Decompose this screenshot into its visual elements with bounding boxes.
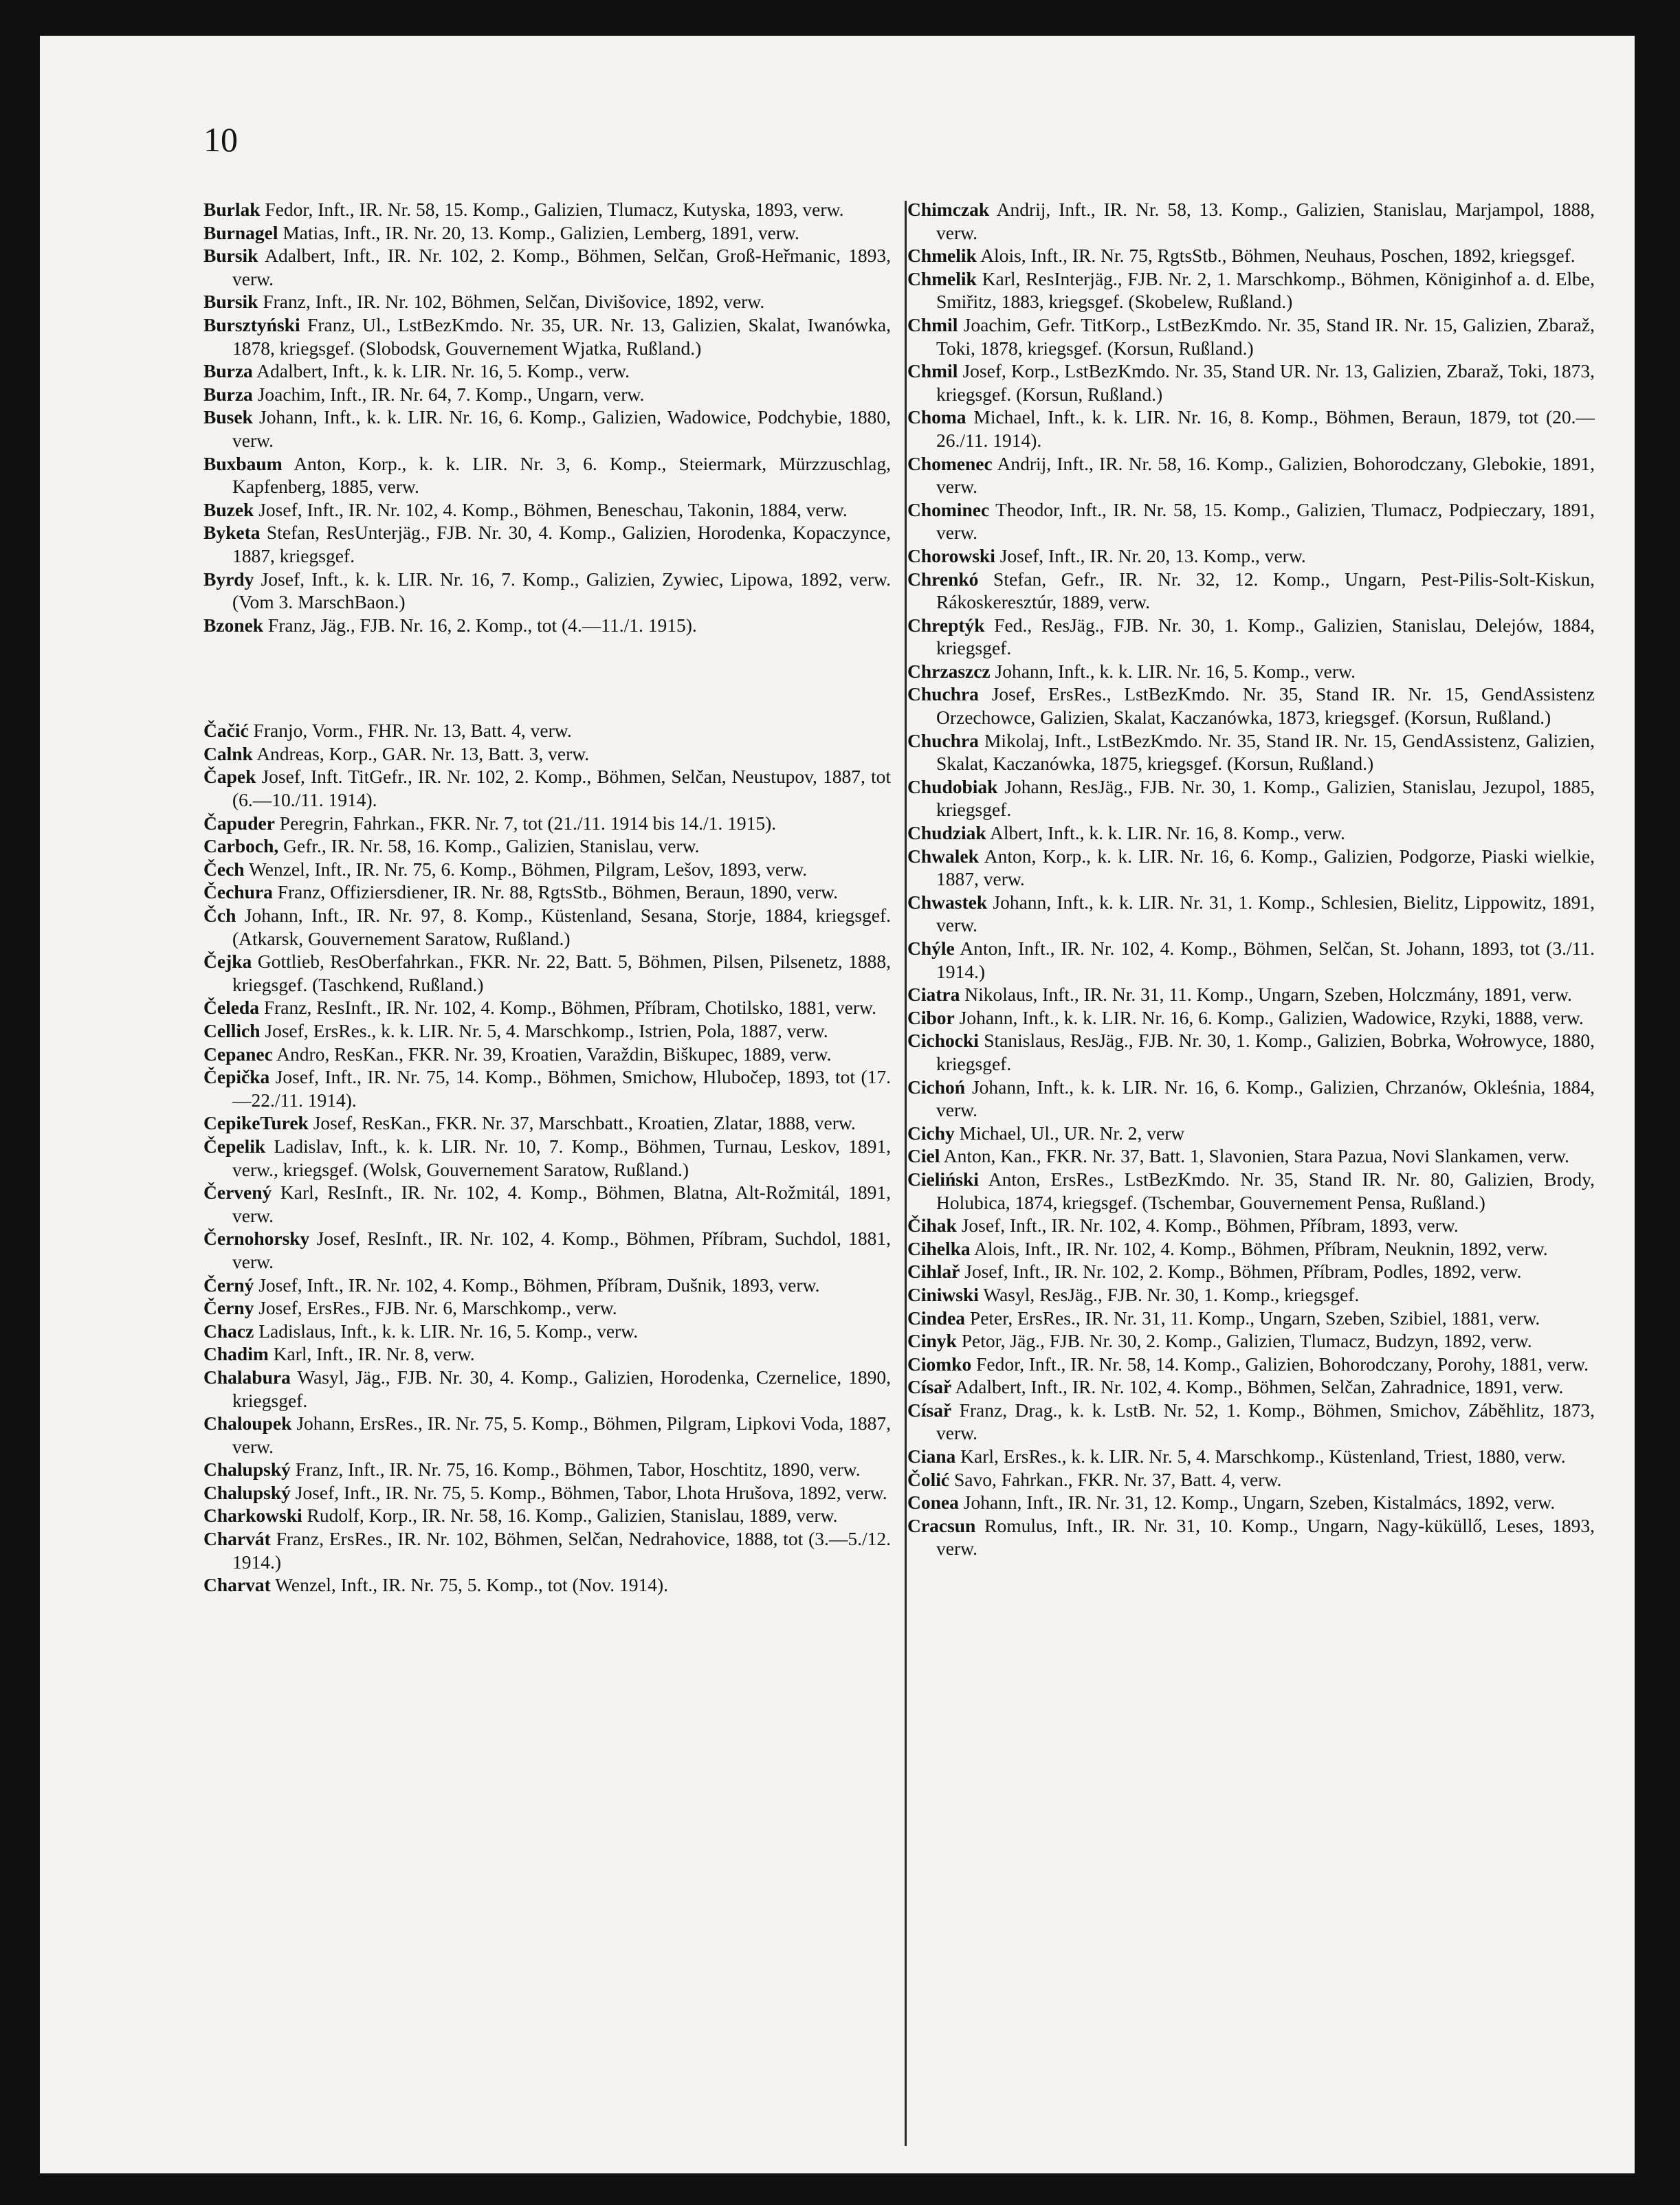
entry-details: Josef, ErsRes., FJB. Nr. 6, Marschkomp., verw. <box>254 1297 617 1319</box>
entry-surname: Calnk <box>203 742 253 764</box>
register-entry <box>907 1029 1595 1075</box>
register-entry <box>203 1065 891 1111</box>
register-entry <box>907 198 1595 244</box>
register-entry <box>203 1181 891 1227</box>
entry-surname: Charvat <box>203 1574 271 1596</box>
entry-details: Karl, ResInft., IR. Nr. 102, 4. Komp., Böhmen, Blatna, Alt-Rožmitál, 1891, verw. <box>232 1182 891 1226</box>
register-entry <box>203 521 891 567</box>
entry-surname: Chaloupek <box>203 1412 292 1434</box>
entry-details: Wasyl, Jäg., FJB. Nr. 30, 4. Komp., Galizien, Horodenka, Czernelice, 1890, kriegsgef. <box>232 1366 891 1411</box>
register-entry <box>203 1527 891 1573</box>
register-entry <box>203 1227 891 1273</box>
register-entry <box>907 1214 1595 1237</box>
page-number: 10 <box>203 120 238 159</box>
register-entry <box>203 950 891 996</box>
entry-details: Josef, Inft., IR. Nr. 102, 2. Komp., Böhmen, Příbram, Podles, 1892, verw. <box>960 1261 1522 1283</box>
entry-surname: Černohorsky <box>203 1228 310 1250</box>
register-entry <box>203 719 891 742</box>
register-entry <box>907 406 1595 452</box>
page-scan <box>40 36 1635 2173</box>
entry-details: Johann, ErsRes., IR. Nr. 75, 5. Komp., Böhmen, Pilgram, Lipkovi Voda, 1887, verw. <box>232 1412 891 1457</box>
entry-details: Andrij, Inft., IR. Nr. 58, 16. Komp., Galizien, Bohorodczany, Glebokie, 1891, verw. <box>936 452 1595 498</box>
entry-details: Johann, Inft., k. k. LIR. Nr. 16, 6. Komp., Galizien, Wadowice, Podchybie, 1880, verw. <box>232 406 891 451</box>
register-entry <box>907 1307 1595 1330</box>
entry-surname: Cepanec <box>203 1043 273 1065</box>
entry-details: Alois, Inft., IR. Nr. 75, RgtsStb., Böhmen, Neuhaus, Poschen, 1892, kriegsgef. <box>976 245 1576 267</box>
register-entry <box>203 858 891 881</box>
entry-details: Adalbert, Inft., IR. Nr. 102, 2. Komp., Böhmen, Selčan, Groß-Heřmanic, 1893, verw. <box>232 245 891 289</box>
entry-surname: Čepička <box>203 1066 270 1088</box>
entry-surname: Cihlař <box>907 1261 960 1283</box>
entry-surname: Chmelik <box>907 267 977 289</box>
entry-surname: Chwastek <box>907 891 988 913</box>
register-entry <box>907 359 1595 406</box>
register-entry <box>203 834 891 858</box>
register-entry <box>203 1481 891 1505</box>
entry-surname: Carboch, <box>203 835 279 857</box>
register-entry <box>203 1111 891 1135</box>
entry-surname: Bursik <box>203 245 258 267</box>
entry-surname: Conea <box>907 1492 959 1514</box>
entry-surname: Chadim <box>203 1343 269 1365</box>
entry-surname: Busek <box>203 406 253 428</box>
entry-surname: Chudziak <box>907 822 986 844</box>
register-entry <box>203 1573 891 1597</box>
entry-surname: Burlak <box>203 199 261 220</box>
entry-surname: Byketa <box>203 522 261 544</box>
entry-details: Franjo, Vorm., FHR. Nr. 13, Batt. 4, verw. <box>248 720 572 742</box>
entry-surname: Chuchra <box>907 729 979 751</box>
entry-surname: Chalabura <box>203 1366 291 1388</box>
register-entry <box>203 812 891 835</box>
register-entry <box>203 452 891 498</box>
register-entry <box>203 1019 891 1043</box>
entry-details: Peregrin, Fahrkan., FKR. Nr. 7, tot (21./11. 1914 bis 14./1. 1915). <box>274 812 777 834</box>
entry-surname: Chrzaszcz <box>907 660 991 682</box>
entry-surname: Chmil <box>907 313 958 335</box>
entry-details: Alois, Inft., IR. Nr. 102, 4. Komp., Böhmen, Příbram, Neuknin, 1892, verw. <box>970 1237 1548 1259</box>
entry-details: Anton, ErsRes., LstBezKmdo. Nr. 35, Stand IR. Nr. 80, Galizien, Brody, Holubica, 1874, kriegsgef. (Tschembar, Gouvernement Pensa, Rußland.) <box>936 1168 1595 1213</box>
register-entry <box>203 1320 891 1343</box>
entry-details: Johann, Inft., IR. Nr. 97, 8. Komp., Küstenland, Sesana, Storje, 1884, kriegsgef. (Atkarsk, Gouvernement Saratow, Rußland.) <box>232 905 891 949</box>
register-entry <box>907 683 1595 729</box>
entry-details: Josef, ErsRes., k. k. LIR. Nr. 5, 4. Marschkomp., Istrien, Pola, 1887, verw. <box>260 1020 828 1041</box>
entry-details: Rudolf, Korp., IR. Nr. 58, 16. Komp., Galizien, Stanislau, 1889, verw. <box>302 1505 838 1527</box>
register-entry <box>203 383 891 406</box>
entry-details: Andreas, Korp., GAR. Nr. 13, Batt. 3, verw. <box>252 742 590 764</box>
register-entry <box>203 221 891 245</box>
entry-surname: Cieliński <box>907 1168 979 1190</box>
entry-details: Josef, Inft., IR. Nr. 75, 5. Komp., Böhmen, Tabor, Lhota Hrušova, 1892, verw. <box>290 1481 887 1503</box>
entry-surname: Ciomko <box>907 1353 972 1375</box>
register-entry <box>907 1353 1595 1376</box>
entry-surname: Čolić <box>907 1468 950 1490</box>
entry-details: Anton, Inft., IR. Nr. 102, 4. Komp., Böhmen, Selčan, St. Johann, 1893, tot (3./11. 1914.) <box>936 938 1595 982</box>
entry-surname: Burza <box>203 360 253 382</box>
entry-surname: Chmelik <box>907 245 977 267</box>
entry-surname: Chacz <box>203 1320 254 1342</box>
register-entry <box>203 904 891 950</box>
entry-surname: Ciel <box>907 1145 940 1167</box>
entry-surname: Chrenkó <box>907 568 979 590</box>
entry-surname: Chorowski <box>907 544 995 566</box>
register-entry <box>203 498 891 522</box>
entry-surname: Čech <box>203 858 245 880</box>
entry-details: Joachim, Gefr. TitKorp., LstBezKmdo. Nr. 35, Stand IR. Nr. 15, Galizien, Zbaraž, Toki, 1878, kriegsgef. (Korsun, Rußland.) <box>936 313 1595 359</box>
entry-details: Gefr., IR. Nr. 58, 16. Komp., Galizien, Stanislau, verw. <box>278 835 700 857</box>
register-entry <box>203 313 891 359</box>
entry-details: Josef, Inft., IR. Nr. 102, 4. Komp., Böhmen, Beneschau, Takonin, 1884, verw. <box>254 498 848 520</box>
section-gap <box>203 636 891 719</box>
entry-details: Franz, ResInft., IR. Nr. 102, 4. Komp., Böhmen, Příbram, Chotilsko, 1881, verw. <box>258 997 876 1019</box>
entry-details: Ladislaus, Inft., k. k. LIR. Nr. 16, 5. Komp., verw. <box>254 1320 639 1342</box>
entry-surname: Čejka <box>203 951 252 973</box>
entry-details: Joachim, Inft., IR. Nr. 64, 7. Komp., Ungarn, verw. <box>252 383 645 405</box>
entry-surname: Chudobiak <box>907 775 998 797</box>
entry-details: Wenzel, Inft., IR. Nr. 75, 6. Komp., Böhmen, Pilgram, Lešov, 1893, verw. <box>244 858 808 880</box>
register-entry <box>907 498 1595 544</box>
entry-details: Adalbert, Inft., k. k. LIR. Nr. 16, 5. Komp., verw. <box>252 360 630 382</box>
entry-surname: Cichocki <box>907 1030 979 1052</box>
entry-details: Wasyl, ResJäg., FJB. Nr. 30, 1. Komp., kriegsgef. <box>978 1283 1360 1305</box>
register-entry <box>907 1283 1595 1307</box>
entry-details: Johann, Inft., k. k. LIR. Nr. 16, 6. Komp., Galizien, Wadowice, Rzyki, 1888, verw. <box>954 1006 1584 1028</box>
entry-details: Anton, Korp., k. k. LIR. Nr. 3, 6. Komp., Steiermark, Mürzzuschlag, Kapfenberg, 1885, verw. <box>232 452 891 498</box>
register-entry <box>907 1445 1595 1468</box>
register-entry <box>907 1375 1595 1399</box>
entry-details: Anton, Kan., FKR. Nr. 37, Batt. 1, Slavonien, Stara Pazua, Novi Slankamen, verw. <box>940 1145 1569 1167</box>
register-entry <box>907 1237 1595 1261</box>
entry-details: Fedor, Inft., IR. Nr. 58, 14. Komp., Galizien, Bohorodczany, Porohy, 1881, verw. <box>971 1353 1589 1375</box>
entry-surname: Cichy <box>907 1122 955 1144</box>
register-entry <box>907 1006 1595 1030</box>
register-entry <box>203 244 891 290</box>
entry-details: Matias, Inft., IR. Nr. 20, 13. Komp., Galizien, Lemberg, 1891, verw. <box>278 221 799 243</box>
entry-details: Stefan, Gefr., IR. Nr. 32, 12. Komp., Ungarn, Pest-Pilis-Solt-Kiskun, Rákoskeresztúr, 1889, verw. <box>936 568 1595 613</box>
entry-details: Karl, Inft., IR. Nr. 8, verw. <box>268 1343 475 1365</box>
register-entry <box>203 1458 891 1481</box>
register-entry <box>907 544 1595 568</box>
register-entry <box>907 891 1595 937</box>
register-entry <box>203 198 891 221</box>
entry-surname: Chomenec <box>907 452 993 474</box>
entry-surname: Buxbaum <box>203 452 283 474</box>
entry-surname: CepikeTurek <box>203 1112 309 1134</box>
entry-details: Josef, Inft., IR. Nr. 20, 13. Komp., verw. <box>995 544 1306 566</box>
entry-surname: Bursztyński <box>203 313 300 335</box>
register-entry <box>907 1399 1595 1445</box>
register-entry <box>907 614 1595 660</box>
register-entry <box>907 568 1595 614</box>
entry-details: Josef, ResInft., IR. Nr. 102, 4. Komp., Böhmen, Příbram, Suchdol, 1881, verw. <box>232 1228 891 1272</box>
entry-details: Johann, Inft., k. k. LIR. Nr. 16, 5. Komp., verw. <box>990 660 1356 682</box>
entry-surname: Chimczak <box>907 199 990 220</box>
entry-details: Albert, Inft., k. k. LIR. Nr. 16, 8. Komp., verw. <box>986 822 1345 844</box>
register-entry <box>203 290 891 313</box>
register-entry <box>203 1296 891 1320</box>
entry-surname: Cihelka <box>907 1237 971 1259</box>
entry-surname: Byrdy <box>203 568 254 590</box>
register-entry <box>203 996 891 1019</box>
entry-surname: Cinyk <box>907 1330 957 1352</box>
register-entry <box>907 1468 1595 1492</box>
left-entries-c <box>203 719 891 1597</box>
register-entry <box>907 1260 1595 1283</box>
register-entry <box>203 1043 891 1066</box>
entry-details: Savo, Fahrkan., FKR. Nr. 37, Batt. 4, verw. <box>949 1468 1282 1490</box>
register-entry <box>203 1274 891 1297</box>
entry-details: Karl, ResInterjäg., FJB. Nr. 2, 1. Marschkomp., Böhmen, Königinhof a. d. Elbe, Smiřitz, 1883, kriegsgef. (Skobelew, Rußland.) <box>936 267 1595 313</box>
register-entry <box>907 244 1595 267</box>
entry-surname: Chmil <box>907 360 958 382</box>
entry-surname: Čechura <box>203 881 273 903</box>
register-entry <box>907 1329 1595 1353</box>
entry-details: Johann, ResJäg., FJB. Nr. 30, 1. Komp., Galizien, Stanislau, Jezupol, 1885, kriegsgef. <box>936 775 1595 821</box>
register-entry <box>907 937 1595 983</box>
entry-surname: Čačić <box>203 720 249 742</box>
entry-surname: Charkowski <box>203 1505 302 1527</box>
entry-surname: Chreptýk <box>907 614 985 636</box>
entry-details: Andro, ResKan., FKR. Nr. 39, Kroatien, Varaždin, Biškupec, 1889, verw. <box>272 1043 832 1065</box>
entry-details: Nikolaus, Inft., IR. Nr. 31, 11. Komp., Ungarn, Szeben, Holczmány, 1891, verw. <box>960 984 1572 1006</box>
entry-details: Josef, Inft. TitGefr., IR. Nr. 102, 2. Komp., Böhmen, Selčan, Neustupov, 1887, tot (6.—10./11. 1914). <box>232 766 891 811</box>
entry-details: Mikolaj, Inft., LstBezKmdo. Nr. 35, Stand IR. Nr. 15, GendAssistenz, Galizien, Skalat, Kaczanówka, 1875, kriegsgef. (Korsun, Rußland.) <box>936 729 1595 775</box>
entry-surname: Buzek <box>203 498 254 520</box>
entry-details: Petor, Jäg., FJB. Nr. 30, 2. Komp., Galizien, Tlumacz, Budzyn, 1892, verw. <box>956 1330 1532 1352</box>
entry-details: Andrij, Inft., IR. Nr. 58, 13. Komp., Galizien, Stanislau, Marjampol, 1888, verw. <box>936 199 1595 243</box>
entry-surname: Chalupský <box>203 1481 291 1503</box>
entry-surname: Burza <box>203 383 253 405</box>
entry-surname: Chýle <box>907 938 955 959</box>
entry-surname: Charvát <box>203 1528 271 1550</box>
entry-details: Josef, ErsRes., LstBezKmdo. Nr. 35, Stand IR. Nr. 15, GendAssistenz Orzechowce, Galizien, Skalat, Kaczanówka, 1873, kriegsgef. (Korsun, Rußland.) <box>936 683 1595 729</box>
entry-surname: Ciatra <box>907 984 960 1006</box>
entry-details: Josef, Korp., LstBezKmdo. Nr. 35, Stand UR. Nr. 13, Galizien, Zbaraž, Toki, 1873, kriegsgef. (Korsun, Rußland.) <box>936 360 1595 405</box>
register-entry <box>203 614 891 637</box>
register-entry <box>907 1514 1595 1560</box>
register-entry <box>203 568 891 614</box>
register-entry <box>907 729 1595 775</box>
entry-details: Ladislav, Inft., k. k. LIR. Nr. 10, 7. Komp., Böhmen, Turnau, Leskov, 1891, verw., kriegsgef. (Wolsk, Gouvernement Saratow, Rußland.) <box>232 1135 891 1180</box>
register-entry <box>203 765 891 811</box>
register-entry <box>203 359 891 383</box>
register-entry <box>907 983 1595 1006</box>
entry-surname: Čepelik <box>203 1135 266 1157</box>
entry-surname: Burnagel <box>203 221 278 243</box>
entry-details: Karl, ErsRes., k. k. LIR. Nr. 5, 4. Marschkomp., Küstenland, Triest, 1880, verw. <box>955 1445 1566 1467</box>
entry-surname: Cracsun <box>907 1514 976 1536</box>
register-entry <box>203 1342 891 1366</box>
entry-details: Peter, ErsRes., IR. Nr. 31, 11. Komp., Ungarn, Szeben, Szibiel, 1881, verw. <box>965 1307 1540 1329</box>
entry-details: Josef, Inft., IR. Nr. 102, 4. Komp., Böhmen, Příbram, 1893, verw. <box>956 1215 1459 1237</box>
register-entry <box>907 1168 1595 1214</box>
entry-details: Gottlieb, ResOberfahrkan., FKR. Nr. 22, Batt. 5, Böhmen, Pilsen, Pilsenetz, 1888, kriegsgef. (Taschkend, Rußland.) <box>232 951 891 995</box>
register-entry <box>907 821 1595 845</box>
entry-details: Franz, ErsRes., IR. Nr. 102, Böhmen, Selčan, Nedrahovice, 1888, tot (3.—5./12. 1914.) <box>232 1528 891 1573</box>
entry-surname: Cibor <box>907 1006 955 1028</box>
register-entry <box>907 452 1595 498</box>
entry-surname: Ciniwski <box>907 1283 979 1305</box>
entry-surname: Čapuder <box>203 812 275 834</box>
entry-surname: Čihak <box>907 1215 957 1237</box>
register-entry <box>907 775 1595 821</box>
entry-surname: Černý <box>203 1274 254 1296</box>
entry-details: Josef, Inft., k. k. LIR. Nr. 16, 7. Komp., Galizien, Zywiec, Lipowa, 1892, verw. (Vom 3. MarschBaon.) <box>232 568 891 613</box>
entry-details: Franz, Drag., k. k. LstB. Nr. 52, 1. Komp., Böhmen, Smichov, Záběhlitz, 1873, verw. <box>936 1399 1595 1444</box>
entry-details: Johann, Inft., k. k. LIR. Nr. 31, 1. Komp., Schlesien, Bielitz, Lippowitz, 1891, verw. <box>936 891 1595 936</box>
entry-details: Johann, Inft., k. k. LIR. Nr. 16, 6. Komp., Galizien, Chrzanów, Okleśnia, 1884, verw. <box>936 1076 1595 1121</box>
right-entries <box>907 198 1595 1560</box>
entry-details: Stanislaus, ResJäg., FJB. Nr. 30, 1. Komp., Galizien, Bobrka, Wołrowyce, 1880, kriegsgef. <box>936 1030 1595 1074</box>
entry-surname: Čeleda <box>203 997 259 1019</box>
entry-details: Anton, Korp., k. k. LIR. Nr. 16, 6. Komp., Galizien, Podgorze, Piaski wielkie, 1887, verw. <box>936 845 1595 890</box>
entry-details: Theodor, Inft., IR. Nr. 58, 15. Komp., Galizien, Tlumacz, Podpieczary, 1891, verw. <box>936 498 1595 544</box>
entry-details: Michael, Inft., k. k. LIR. Nr. 16, 8. Komp., Böhmen, Beraun, 1879, tot (20.—26./11. 1914). <box>936 406 1595 451</box>
register-entry <box>203 406 891 452</box>
entry-surname: Císař <box>907 1399 952 1421</box>
entry-details: Franz, Ul., LstBezKmdo. Nr. 35, UR. Nr. 13, Galizien, Skalat, Iwanówka, 1878, kriegsgef. (Slobodsk, Gouvernement Wjatka, Rußland.) <box>232 313 891 359</box>
right-column <box>907 198 1595 1560</box>
register-entry <box>203 880 891 904</box>
entry-surname: Čch <box>203 905 236 927</box>
entry-details: Josef, ResKan., FKR. Nr. 37, Marschbatt., Kroatien, Zlatar, 1888, verw. <box>308 1112 856 1134</box>
entry-details: Franz, Jäg., FJB. Nr. 16, 2. Komp., tot (4.—11./1. 1915). <box>263 614 697 636</box>
register-entry <box>203 1135 891 1181</box>
entry-details: Fed., ResJäg., FJB. Nr. 30, 1. Komp., Galizien, Stanislau, Delejów, 1884, kriegsgef. <box>936 614 1595 659</box>
entry-details: Fedor, Inft., IR. Nr. 58, 15. Komp., Galizien, Tlumacz, Kutyska, 1893, verw. <box>260 199 844 220</box>
register-entry <box>907 1076 1595 1122</box>
entry-surname: Bzonek <box>203 614 264 636</box>
register-entry <box>203 1504 891 1527</box>
entry-details: Romulus, Inft., IR. Nr. 31, 10. Komp., Ungarn, Nagy-küküllő, Leses, 1893, verw. <box>936 1514 1595 1560</box>
entry-surname: Čapek <box>203 766 256 788</box>
entry-surname: Cellich <box>203 1020 261 1041</box>
entry-surname: Červený <box>203 1182 272 1204</box>
entry-surname: Bursik <box>203 291 258 313</box>
entry-surname: Černy <box>203 1297 254 1319</box>
entry-surname: Ciana <box>907 1445 956 1467</box>
entry-details: Franz, Inft., IR. Nr. 102, Böhmen, Selčan, Divišovice, 1892, verw. <box>258 291 765 313</box>
entry-details: Adalbert, Inft., IR. Nr. 102, 4. Komp., Böhmen, Selčan, Zahradnice, 1891, verw. <box>951 1376 1564 1398</box>
entry-details: Josef, Inft., IR. Nr. 75, 14. Komp., Böhmen, Smichow, Hlubočep, 1893, tot (17.—22./11. 1914). <box>232 1066 891 1111</box>
entry-details: Johann, Inft., IR. Nr. 31, 12. Komp., Ungarn, Szeben, Kistalmács, 1892, verw. <box>958 1492 1556 1514</box>
entry-surname: Cindea <box>907 1307 966 1329</box>
entry-details: Michael, Ul., UR. Nr. 2, verw <box>954 1122 1185 1144</box>
entry-details: Franz, Offiziersdiener, IR. Nr. 88, RgtsStb., Böhmen, Beraun, 1890, verw. <box>272 881 839 903</box>
entry-details: Franz, Inft., IR. Nr. 75, 16. Komp., Böhmen, Tabor, Hoschtitz, 1890, verw. <box>290 1459 861 1481</box>
column-divider <box>905 201 907 2146</box>
entry-details: Wenzel, Inft., IR. Nr. 75, 5. Komp., tot (Nov. 1914). <box>270 1574 669 1596</box>
register-entry <box>907 1491 1595 1514</box>
left-entries-b <box>203 198 891 636</box>
entry-details: Josef, Inft., IR. Nr. 102, 4. Komp., Böhmen, Příbram, Dušnik, 1893, verw. <box>254 1274 820 1296</box>
entry-surname: Chwalek <box>907 845 979 867</box>
entry-surname: Cichoń <box>907 1076 966 1098</box>
entry-surname: Chuchra <box>907 683 979 705</box>
register-entry <box>907 267 1595 313</box>
entry-surname: Císař <box>907 1376 952 1398</box>
register-entry <box>203 1366 891 1412</box>
register-entry <box>907 1144 1595 1168</box>
register-entry <box>907 313 1595 359</box>
entry-details: Stefan, ResUnterjäg., FJB. Nr. 30, 4. Komp., Galizien, Horodenka, Kopaczynce, 1887, kriegsgef. <box>232 522 891 566</box>
left-column <box>203 198 891 1597</box>
register-entry <box>907 660 1595 683</box>
register-entry <box>907 845 1595 891</box>
entry-surname: Chalupský <box>203 1459 291 1481</box>
register-entry <box>203 742 891 766</box>
entry-surname: Chominec <box>907 498 990 520</box>
register-entry <box>907 1122 1595 1145</box>
register-entry <box>203 1412 891 1458</box>
entry-surname: Choma <box>907 406 966 428</box>
